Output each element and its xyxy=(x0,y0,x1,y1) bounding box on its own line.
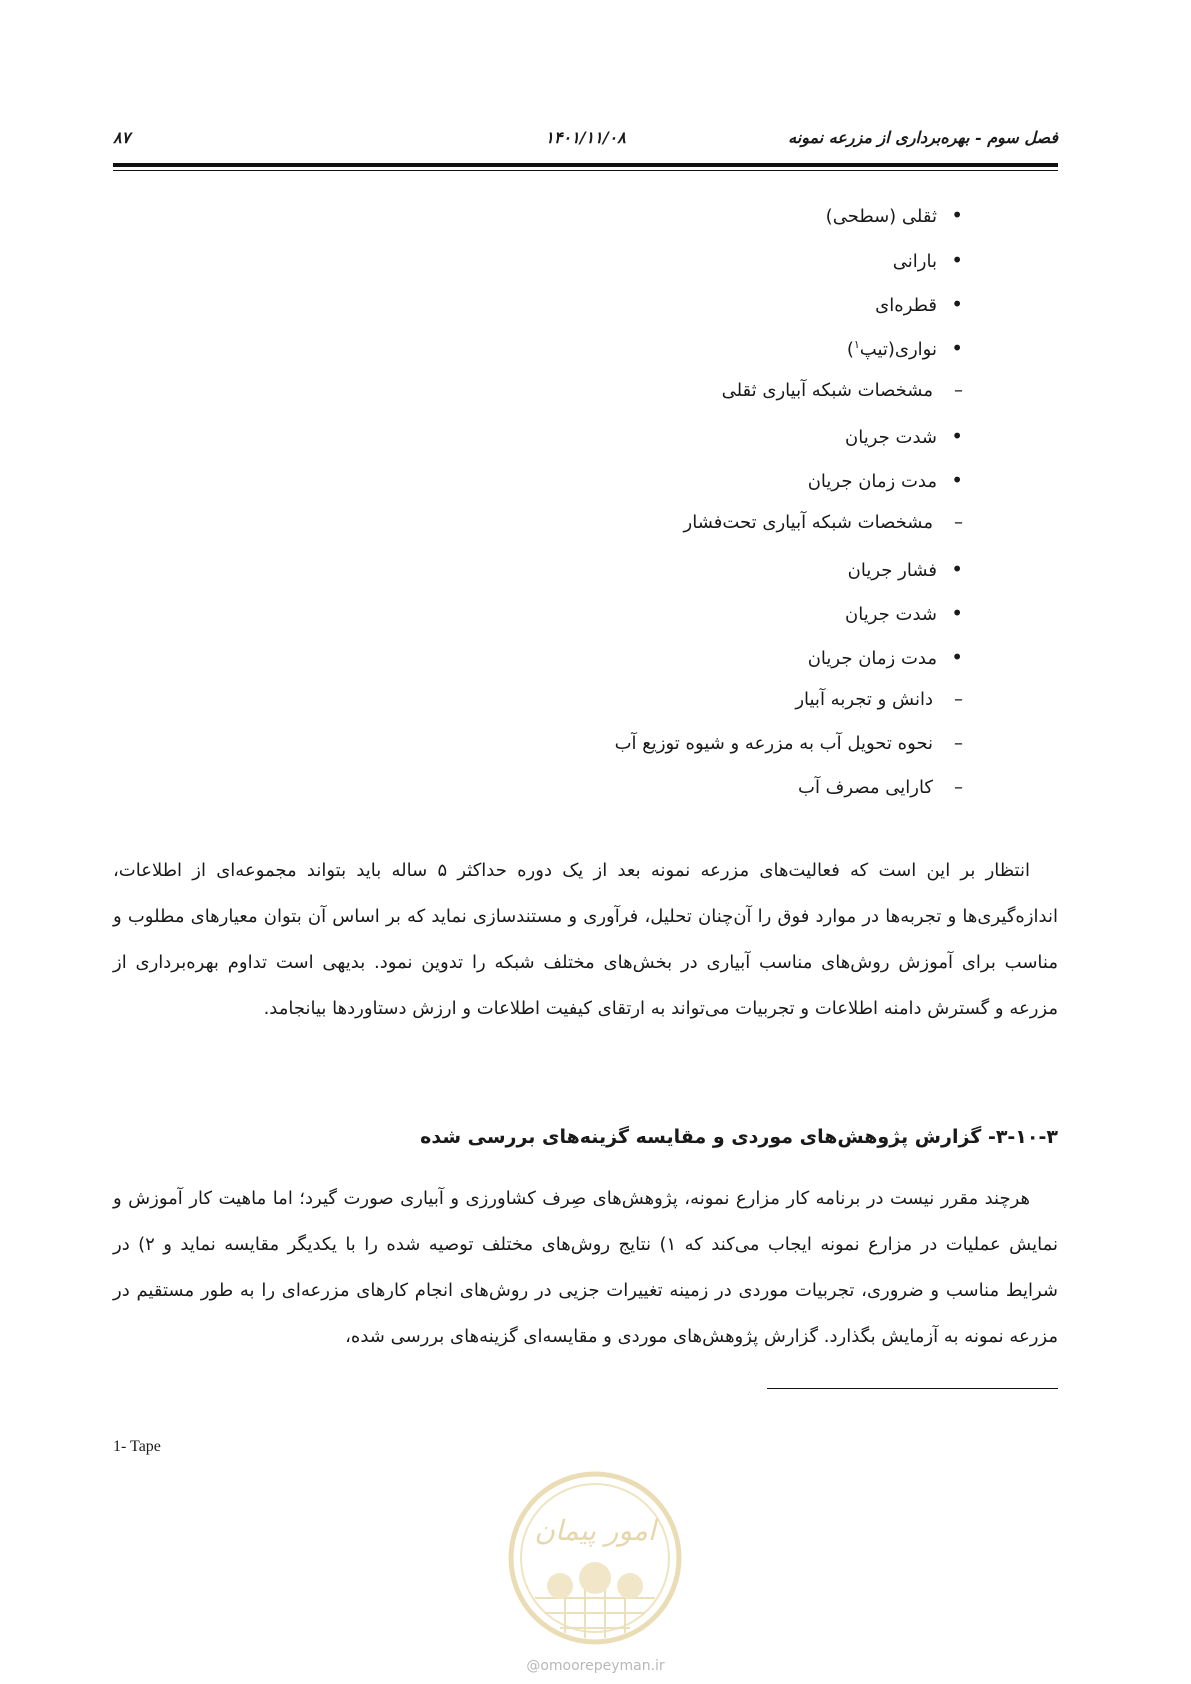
list-item: –کارایی مصرف آب xyxy=(798,777,963,798)
list-item: •بارانی xyxy=(892,248,963,272)
bullet-icon: • xyxy=(951,468,963,492)
page-number: ۸۷ xyxy=(113,128,131,147)
list-item: •ثقلی (سطحی) xyxy=(825,203,963,227)
bullet-icon: • xyxy=(951,336,963,360)
dash-icon: – xyxy=(954,777,963,798)
header-rule-thin xyxy=(113,170,1058,171)
bullet-icon: • xyxy=(951,601,963,625)
header-date: ۱۴۰۱/۱۱/۰۸ xyxy=(545,128,626,147)
list-item: •نواری(تیپ$^۱$) xyxy=(846,336,963,360)
list-item: –مشخصات شبکه آبیاری تحت‌فشار xyxy=(683,512,963,533)
bullet-icon: • xyxy=(951,248,963,272)
bullet-icon: • xyxy=(951,645,963,669)
footnote-ref: ۱ xyxy=(853,338,860,351)
dash-icon: – xyxy=(954,380,963,401)
bullet-icon: • xyxy=(951,203,963,227)
bullet-icon: • xyxy=(951,292,963,316)
section-heading: ۳-۱۰-۳- گزارش پژوهش‌های موردی و مقایسه گزینه‌های بررسی شده xyxy=(420,1126,1058,1148)
website-watermark: @omoorepeyman.ir xyxy=(526,1658,665,1674)
bullet-icon: • xyxy=(951,424,963,448)
list-item: •فشار جریان xyxy=(847,557,963,581)
list-item: –مشخصات شبکه آبیاری ثقلی xyxy=(721,380,963,401)
dash-icon: – xyxy=(954,512,963,533)
chapter-title: فصل سوم - بهره‌برداری از مزرعه نمونه xyxy=(788,128,1058,147)
list-item: –دانش و تجربه آبیار xyxy=(795,689,963,710)
footnote: 1- Tape xyxy=(113,1438,161,1455)
header-rule xyxy=(113,163,1058,167)
list-item: •مدت زمان جریان xyxy=(807,645,963,669)
dash-icon: – xyxy=(954,689,963,710)
body-paragraph: انتظار بر این است که فعالیت‌های مزرعه نمونه بعد از یک دوره حداکثر ۵ ساله باید بتواند مجموعه‌ای از اطلاعات، اندازه‌گیری‌ها و تجربه‌ها در موارد فوق را آن‌چنان تحلیل، فرآوری و مستندسازی نماید که بر اساس آن بتوان معیارهای مطلوب و مناسب برای آموزش روش‌های مناسب آبیاری در بخش‌های مختلف شبکه را تدوین نمود. بدیهی است تداوم بهره‌برداری از مزرعه و گسترش دامنه اطلاعات و تجربیات می‌تواند به ارتقای کیفیت اطلاعات و ارزش دستاوردها بیانجامد. xyxy=(113,860,1058,1019)
dash-icon: – xyxy=(954,733,963,754)
list-item: •مدت زمان جریان xyxy=(807,468,963,492)
bullet-icon: • xyxy=(951,557,963,581)
body-paragraph: هرچند مقرر نیست در برنامه کار مزارع نمونه، پژوهش‌های صِرف کشاورزی و آبیاری صورت گیرد؛ اما ماهیت کار آموزش و نمایش عملیات در مزارع نمونه ایجاب می‌کند که ۱) نتایج روش‌های مختلف توصیه شده را با یکدیگر مقایسه نماید و ۲) در شرایط مناسب و ضروری، تجربیات موردی در زمینه تغییرات جزیی در روش‌های انجام کارهای مزرعه‌ای را به طور مستقیم در مزرعه نمونه به آزمایش بگذارد. گزارش پژوهش‌های موردی و مقایسه‌ای گزینه‌های بررسی شده، xyxy=(113,1188,1058,1347)
list-item: –نحوه تحویل آب به مزرعه و شیوه توزیع آب xyxy=(614,733,963,754)
list-item: •شدت جریان xyxy=(845,424,963,448)
watermark-logo xyxy=(505,1468,685,1648)
list-item: •شدت جریان xyxy=(845,601,963,625)
svg-text:امور پیمان: امور پیمان xyxy=(534,1514,656,1547)
page-header xyxy=(113,128,1058,156)
footnote-separator xyxy=(767,1388,1058,1389)
list-item: •قطره‌ای xyxy=(875,292,963,316)
